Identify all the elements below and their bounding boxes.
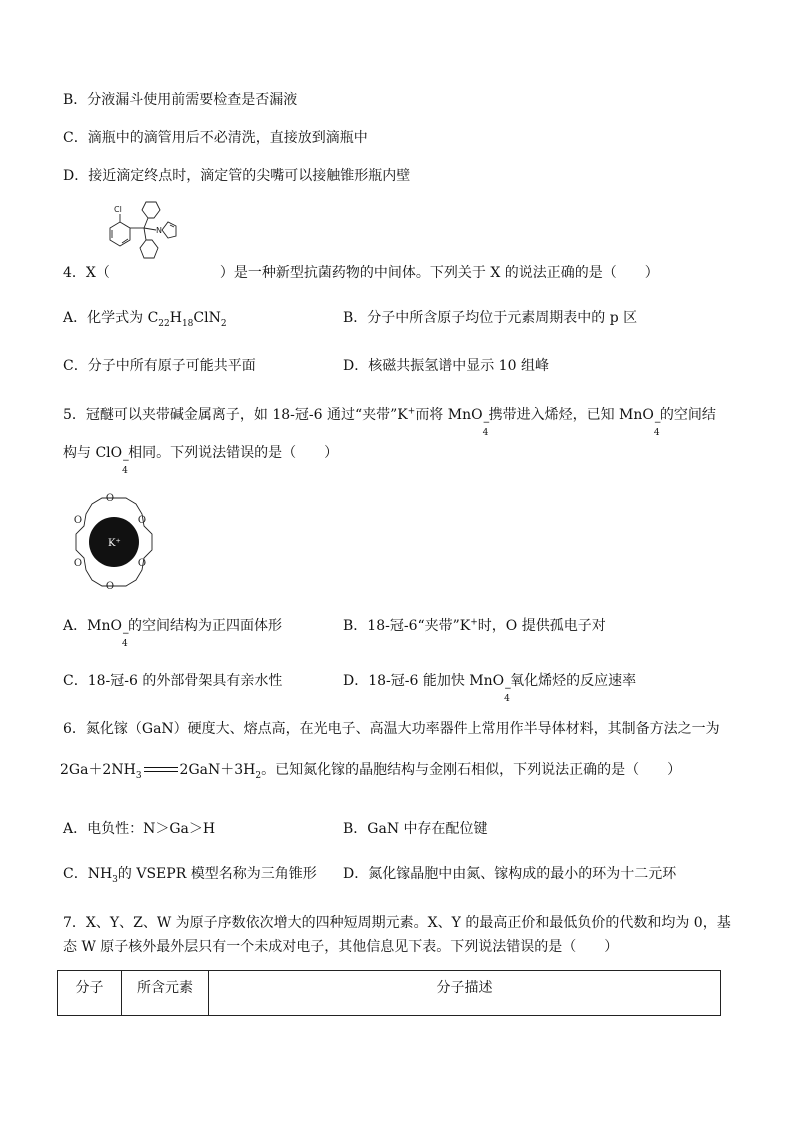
oxygen-label: O [73,515,83,526]
q6-option-a: A．电负性：N＞Ga＞H [63,821,216,837]
oxygen-label: O [105,581,115,592]
q5-option-c: C．18-冠-6 的外部骨架具有亲水性 [63,673,283,689]
molecule-x-structure [98,200,208,272]
q5-stem-line1: 5．冠醚可以夹带碱金属离子，如 18-冠-6 通过“夹带”K+而将 MnO − 4 携带进入烯烃，已知 MnO − 4 的空间结 [63,406,716,438]
chlorine-label: Cl [114,205,122,214]
q5-option-d: D．18-冠-6 能加快 MnO − 4 氧化烯烃的反应速率 [343,673,637,704]
q4-option-d: D．核磁共振氢谱中显示 10 组峰 [343,358,549,374]
table-header-cell: 所含元素 [122,971,209,1016]
equation-equals-sign [142,765,180,775]
q6-option-d: D．氮化镓晶胞中由氮、镓构成的最小的环为十二元环 [343,866,677,882]
q7-stem-line2: 态 W 原子核外最外层只有一个未成对电子，其他信息见下表。下列说法错误的是（ ） [63,939,619,955]
q6-stem-line2: $2Ga+2NH_3$ $2GaN+3H_2$。已知氮化镓的晶胞结构与金刚石相似，下列说法正确的是（ ） [60,762,682,781]
q6-option-b: B．GaN 中存在配位键 [343,821,488,837]
nitrogen-label: N [156,226,162,235]
crown-ether-structure [62,492,166,592]
q7-table [57,970,721,1016]
potassium-ion-label: K⁺ [108,538,121,549]
q3-option-d: D．接近滴定终点时，滴定管的尖嘴可以接触锥形瓶内壁 [63,168,411,184]
q6-stem-line1: 6．氮化镓（GaN）硬度大、熔点高，在光电子、高温大功率器件上常用作半导体材料，其制备方法之一为 [63,721,720,737]
table-header-cell: 分子 [58,971,122,1016]
q5-stem-line2: 构与 ClO − 4 相同。下列说法错误的是（ ） [63,445,339,476]
q5-option-a: A．MnO − 4 的空间结构为正四面体形 [63,618,282,649]
q4-stem [63,263,659,283]
q4-option-a: A．化学式为 $C_{22}H_{18}ClN_2$ [63,310,227,329]
q6-option-c: C．$NH_3$的 VSEPR 模型名称为三角锥形 [63,866,317,885]
q7-stem-line1: 7．X、Y、Z、W 为原子序数依次增大的四种短周期元素。X、Y 的最高正价和最低负价的代数和均为 0，基 [63,915,731,931]
q4-option-b: B．分子中所含原子均位于元素周期表中的 p 区 [343,310,638,326]
q3-option-b: B．分液漏斗使用前需要检查是否漏液 [63,92,298,108]
q4-option-c: C．分子中所有原子可能共平面 [63,358,256,374]
oxygen-label: O [137,558,147,569]
q4-stem-pre: 4．X（ [63,265,110,281]
q4-stem-post: ）是一种新型抗菌药物的中间体。下列关于 X 的说法正确的是（ ） [219,265,659,281]
table-header-row [58,971,721,1016]
oxygen-label: O [137,515,147,526]
oxygen-label: O [105,493,115,504]
table-header-cell: 分子描述 [209,971,721,1016]
q5-option-b: B．18-冠-6“夹带”K+时，O 提供孤电子对 [343,617,606,634]
q3-option-c: C．滴瓶中的滴管用后不必清洗，直接放到滴瓶中 [63,130,368,146]
oxygen-label: O [73,558,83,569]
